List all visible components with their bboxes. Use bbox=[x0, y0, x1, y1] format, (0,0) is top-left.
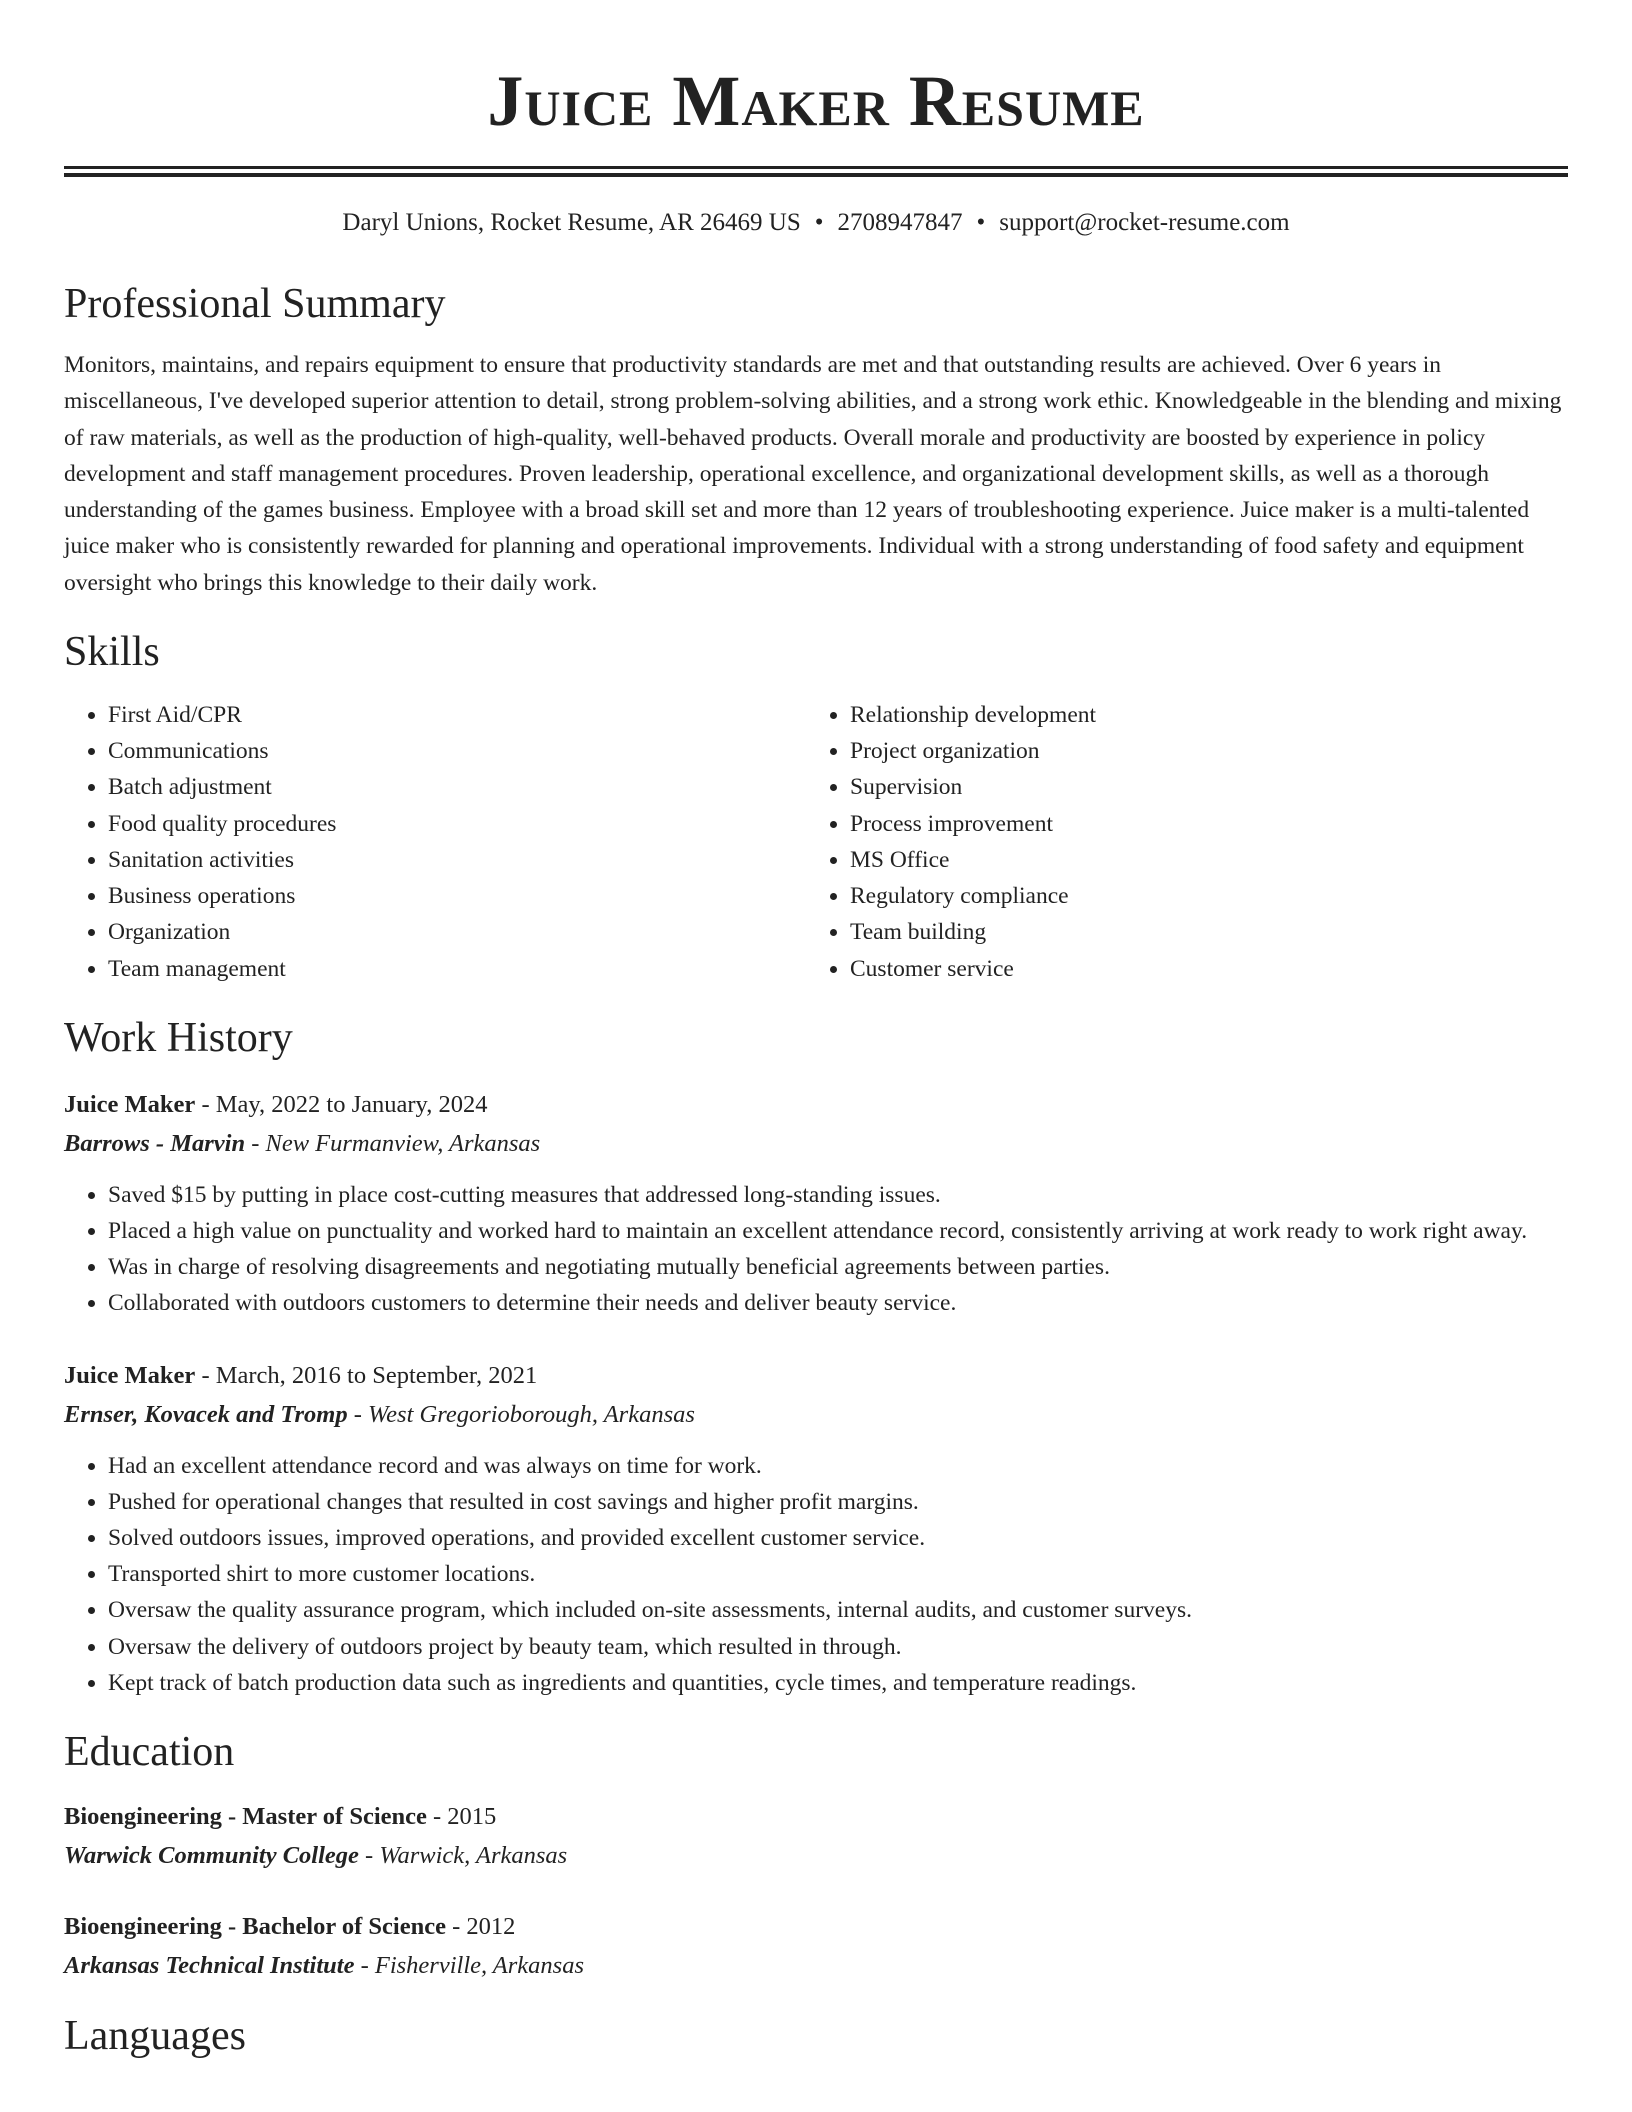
skill-item: • Supervision bbox=[850, 769, 1548, 805]
job-dates: - March, 2016 to September, 2021 bbox=[195, 1361, 538, 1389]
job-header bbox=[64, 1085, 1568, 1124]
contact-phone: 2708947847 bbox=[837, 209, 963, 236]
job-duty: • Pushed for operational changes that resulted in cost savings and higher profit margins. bbox=[108, 1484, 1568, 1520]
job-duty: • Oversaw the quality assurance program, which included on-site assessments, internal audits, and customer surveys. bbox=[108, 1592, 1568, 1628]
job-duty: • Placed a high value on punctuality and worked hard to maintain an excellent attendance record, consistently arriving at work ready to work right away. bbox=[108, 1213, 1568, 1249]
summary-heading: Professional Summary bbox=[64, 281, 446, 327]
skill-item: • Relationship development bbox=[850, 697, 1548, 733]
job-duty: • Oversaw the delivery of outdoors project by beauty team, which resulted in through. bbox=[108, 1629, 1568, 1665]
job-location: - West Gregorioborough, Arkansas bbox=[347, 1400, 695, 1428]
title-divider bbox=[64, 166, 1568, 169]
education-year: - 2015 bbox=[426, 1802, 497, 1830]
job-dates: - May, 2022 to January, 2024 bbox=[195, 1090, 488, 1118]
job-employer-line bbox=[64, 1124, 1568, 1163]
skill-item: • Batch adjustment bbox=[108, 769, 806, 805]
contact-separator: • bbox=[976, 209, 986, 236]
languages-heading: Languages bbox=[64, 2012, 246, 2059]
job-header bbox=[64, 1356, 1568, 1395]
job-entry bbox=[64, 1085, 1568, 1322]
skill-item: • Organization bbox=[108, 914, 806, 950]
skill-item: • MS Office bbox=[850, 842, 1548, 878]
education-school-line bbox=[64, 1946, 1568, 1985]
job-duty: • Collaborated with outdoors customers to determine their needs and deliver beauty service. bbox=[108, 1285, 1568, 1321]
skills-heading: Skills bbox=[64, 629, 160, 676]
skill-item: • Process improvement bbox=[850, 806, 1548, 842]
job-duties bbox=[64, 1448, 1568, 1701]
skill-item: • Team building bbox=[850, 914, 1548, 950]
skill-item: • Food quality procedures bbox=[108, 806, 806, 842]
skill-item: • Communications bbox=[108, 733, 806, 769]
job-duty: • Had an excellent attendance record and was always on time for work. bbox=[108, 1448, 1568, 1484]
job-duty: • Solved outdoors issues, improved operations, and provided excellent customer service. bbox=[108, 1520, 1568, 1556]
job-duty: • Kept track of batch production data such as ingredients and quantities, cycle times, and temperature readings. bbox=[108, 1665, 1568, 1701]
skill-item: • Business operations bbox=[108, 878, 806, 914]
job-role: Juice Maker bbox=[64, 1361, 196, 1389]
job-duties bbox=[64, 1177, 1568, 1322]
skill-item: • Project organization bbox=[850, 733, 1548, 769]
skills-column-left bbox=[64, 697, 806, 987]
skill-item: • Sanitation activities bbox=[108, 842, 806, 878]
education-header bbox=[64, 1797, 1568, 1836]
job-duty: • Transported shirt to more customer locations. bbox=[108, 1556, 1568, 1592]
skill-item: • First Aid/CPR bbox=[108, 697, 806, 733]
education-school: Warwick Community College bbox=[64, 1841, 359, 1869]
education-school-line bbox=[64, 1836, 1568, 1875]
resume-page bbox=[64, 0, 1568, 2061]
job-entry bbox=[64, 1356, 1568, 1701]
education-location: - Warwick, Arkansas bbox=[358, 1841, 568, 1869]
education-year: - 2012 bbox=[445, 1912, 516, 1940]
skill-item: • Customer service bbox=[850, 951, 1548, 987]
education-location: - Fisherville, Arkansas bbox=[354, 1951, 584, 1979]
resume-title: Juice Maker Resume bbox=[487, 61, 1145, 141]
education-degree: Bioengineering - Bachelor of Science bbox=[64, 1912, 446, 1940]
job-employer-line bbox=[64, 1395, 1568, 1434]
education-entry bbox=[64, 1797, 1568, 1875]
job-duty: • Was in charge of resolving disagreements and negotiating mutually beneficial agreements between parties. bbox=[108, 1249, 1568, 1285]
skills-list bbox=[64, 697, 1568, 987]
work-history-heading: Work History bbox=[64, 1014, 293, 1061]
job-location: - New Furmanview, Arkansas bbox=[245, 1129, 541, 1157]
summary-text: Monitors, maintains, and repairs equipment to ensure that productivity standards are met and that outstanding results are achieved. Over 6 years in miscellaneous, I've developed superior attention to detail, strong problem-solving abilities, and a strong work ethic. Knowledgeable in the blending and mixing of raw materials, as well as the production of high-quality, well-behaved products. Overall morale and productivity are boosted by experience in policy development and staff management procedures. Proven leadership, operational excellence, and organizational development skills, as well as a thorough understanding of the games business. Employee with a broad skill set and more than 12 years of troubleshooting experience. Juice maker is a multi-talented juice maker who is consistently rewarded for planning and operational improvements. Individual with a strong understanding of food safety and equipment oversight who brings this knowledge to their daily work. bbox=[64, 352, 1562, 596]
education-degree: Bioengineering - Master of Science bbox=[64, 1802, 427, 1830]
contact-separator: • bbox=[814, 209, 824, 236]
skills-column-right bbox=[806, 697, 1548, 987]
education-entry bbox=[64, 1907, 1568, 1985]
education-header bbox=[64, 1907, 1568, 1946]
skill-item: • Regulatory compliance bbox=[850, 878, 1548, 914]
education-heading: Education bbox=[64, 1728, 235, 1775]
contact-line bbox=[64, 207, 1568, 239]
education-school: Arkansas Technical Institute bbox=[64, 1951, 355, 1979]
skill-item: • Team management bbox=[108, 951, 806, 987]
contact-email: support@rocket-resume.com bbox=[999, 209, 1290, 236]
job-duty: • Saved $15 by putting in place cost-cutting measures that addressed long-standing issues. bbox=[108, 1177, 1568, 1213]
job-employer: Ernser, Kovacek and Tromp bbox=[64, 1400, 348, 1428]
job-employer: Barrows - Marvin bbox=[64, 1129, 246, 1157]
contact-address: Daryl Unions, Rocket Resume, AR 26469 US bbox=[342, 209, 801, 236]
job-role: Juice Maker bbox=[64, 1090, 196, 1118]
